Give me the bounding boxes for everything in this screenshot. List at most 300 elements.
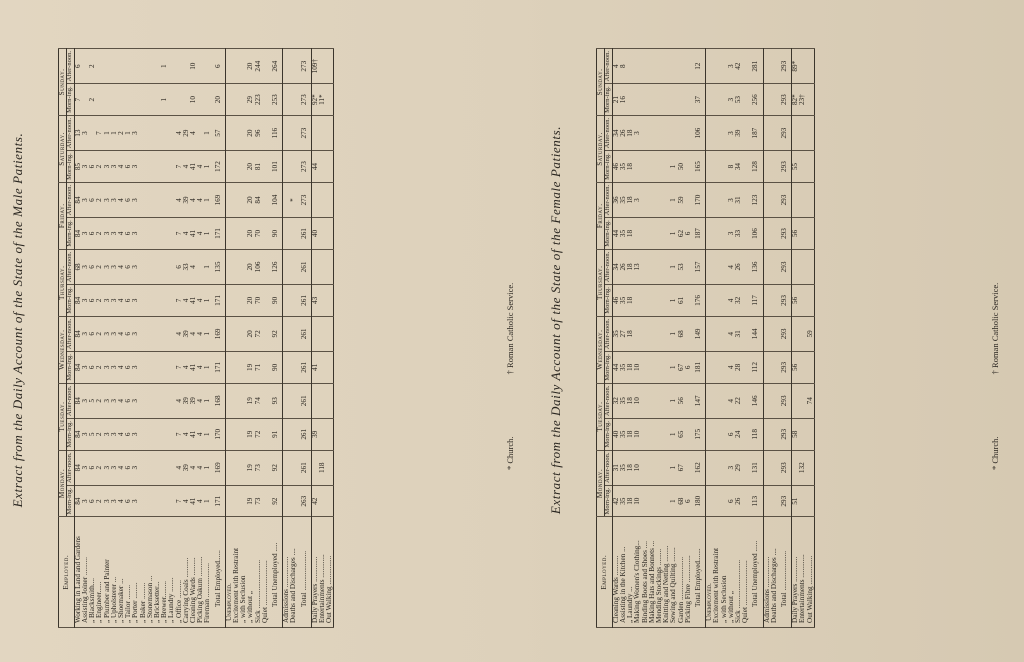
- cell-value: 29: [247, 84, 254, 116]
- cell-value: [670, 115, 677, 150]
- total-value: 293: [778, 285, 792, 317]
- cell-value: 67: [678, 450, 685, 485]
- cell-value: 3: [111, 182, 118, 217]
- morning-header: Morn-ing.: [67, 485, 75, 517]
- cell-value: 19: [247, 450, 254, 485]
- table-row: [82, 49, 89, 628]
- total-value: 101: [269, 151, 283, 183]
- cell-value: [140, 182, 147, 217]
- cell-value: [685, 115, 692, 150]
- cell-value: [319, 218, 326, 250]
- total-label: Total Unemployed .....: [269, 517, 283, 628]
- cell-value: [125, 49, 132, 84]
- cell-value: [262, 450, 269, 485]
- table-row: [190, 49, 197, 628]
- cell-value: [319, 485, 326, 517]
- cell-value: [283, 49, 291, 84]
- cell-value: 42: [311, 485, 319, 517]
- cell-value: [176, 49, 183, 84]
- row-label: Picking Oakum ...........: [197, 517, 204, 628]
- cell-value: 7: [176, 418, 183, 450]
- row-label: „ Laundry ...: [627, 517, 634, 628]
- cell-value: [685, 182, 692, 217]
- cell-value: 39: [190, 383, 197, 418]
- cell-value: [771, 182, 778, 217]
- cell-value: [262, 485, 269, 517]
- cell-value: 1: [670, 285, 677, 317]
- cell-value: 35: [620, 285, 627, 317]
- cell-value: 61: [678, 285, 685, 317]
- cell-value: [140, 249, 147, 284]
- cell-value: 20: [247, 316, 254, 351]
- row-label: Admissions .................: [763, 517, 771, 628]
- cell-value: 3: [104, 285, 111, 317]
- table-row: [311, 49, 319, 628]
- total-value: 90: [269, 218, 283, 250]
- cell-value: 32: [735, 285, 742, 317]
- cell-value: [763, 151, 771, 183]
- cell-value: 3: [132, 316, 139, 351]
- cell-value: 3: [82, 249, 89, 284]
- cell-value: [742, 218, 749, 250]
- cell-value: [326, 383, 334, 418]
- cell-value: 4: [176, 182, 183, 217]
- cell-value: 4: [183, 352, 190, 384]
- row-label: Binding Boots and Shoes ....: [642, 517, 649, 628]
- cell-value: 2: [96, 352, 103, 384]
- cell-value: 1: [670, 182, 677, 217]
- total-value: 293: [778, 84, 792, 116]
- total-value: 273: [298, 49, 312, 84]
- row-label: Knitting and Netting .........: [663, 517, 670, 628]
- cell-value: 84: [255, 182, 262, 217]
- cell-value: 1: [204, 115, 211, 150]
- cell-value: 3: [132, 352, 139, 384]
- cell-value: [161, 218, 168, 250]
- cell-value: 6: [125, 383, 132, 418]
- day-header: Tuesday.: [59, 383, 67, 450]
- cell-value: 18: [627, 182, 634, 217]
- cell-value: [140, 151, 147, 183]
- cell-value: 1: [204, 249, 211, 284]
- cell-value: 84: [74, 218, 82, 250]
- row-label: Cleaning Wards ...........: [612, 517, 620, 628]
- cell-value: 11*: [319, 84, 326, 116]
- cell-value: [670, 49, 677, 84]
- cell-value: 84: [74, 418, 82, 450]
- total-value: 93: [269, 383, 283, 418]
- cell-value: 41: [190, 285, 197, 317]
- cell-value: [283, 316, 291, 351]
- cell-value: 4: [176, 383, 183, 418]
- cell-value: 41: [190, 418, 197, 450]
- cell-value: [262, 218, 269, 250]
- row-label: Daily Prayers ..............: [311, 517, 319, 628]
- cell-value: [233, 115, 240, 150]
- cell-value: [147, 49, 154, 84]
- cell-value: [132, 84, 139, 116]
- cell-value: [742, 352, 749, 384]
- cell-value: 58: [792, 418, 800, 450]
- cell-value: 3: [132, 485, 139, 517]
- total-value: 172: [212, 151, 226, 183]
- cell-value: 1: [104, 115, 111, 150]
- cell-value: [140, 450, 147, 485]
- cell-value: 1: [204, 285, 211, 317]
- cell-value: [807, 285, 815, 317]
- cell-value: 6: [728, 418, 735, 450]
- cell-value: [763, 285, 771, 317]
- morning-header: Morn-ing.: [67, 352, 75, 384]
- cell-value: [763, 249, 771, 284]
- cell-value: 3: [132, 115, 139, 150]
- cell-value: [627, 84, 634, 116]
- row-label: Daily Prayers ..............: [792, 517, 800, 628]
- cell-value: [233, 84, 240, 116]
- cell-value: [649, 352, 656, 384]
- afternoon-header: After-noon.: [605, 249, 613, 284]
- cell-value: 4: [118, 450, 125, 485]
- cell-value: 41: [311, 352, 319, 384]
- cell-value: [161, 316, 168, 351]
- cell-value: [140, 383, 147, 418]
- cell-value: [233, 182, 240, 217]
- cell-value: [771, 49, 778, 84]
- total-value: 170: [692, 182, 706, 217]
- total-value: 131: [749, 450, 763, 485]
- cell-value: [161, 383, 168, 418]
- cell-value: 3: [104, 352, 111, 384]
- cell-value: [634, 49, 641, 84]
- cell-value: [642, 84, 649, 116]
- table-row: [656, 49, 663, 628]
- cell-value: [763, 418, 771, 450]
- cell-value: 20: [247, 49, 254, 84]
- table-row: [763, 49, 771, 628]
- day-header: Friday.: [597, 182, 605, 249]
- total-value: 293: [778, 383, 792, 418]
- cell-value: [656, 316, 663, 351]
- table-row: [111, 49, 118, 628]
- cell-value: [656, 115, 663, 150]
- row-label: Quiet .........................: [262, 517, 269, 628]
- cell-value: [742, 249, 749, 284]
- cell-value: [807, 218, 815, 250]
- table-row: [771, 49, 778, 628]
- cell-value: [763, 485, 771, 517]
- table-row: [685, 49, 692, 628]
- cell-value: [161, 485, 168, 517]
- afternoon-header: After-noon.: [67, 383, 75, 418]
- cell-value: 65: [678, 418, 685, 450]
- cell-value: [311, 115, 319, 150]
- cell-value: 26: [735, 485, 742, 517]
- total-value: 261: [298, 418, 312, 450]
- male-footnote-rc: † Roman Catholic Service.: [505, 282, 515, 375]
- cell-value: 92*: [311, 84, 319, 116]
- total-value: 293: [778, 249, 792, 284]
- cell-value: [678, 115, 685, 150]
- cell-value: [713, 84, 720, 116]
- male-table: [58, 48, 334, 628]
- cell-value: 3: [104, 383, 111, 418]
- morning-header: Morn-ing.: [605, 218, 613, 250]
- table-row: [678, 49, 685, 628]
- afternoon-header: After-noon.: [605, 450, 613, 485]
- total-value: 261: [298, 218, 312, 250]
- cell-value: 7: [74, 84, 82, 116]
- cell-value: 3: [111, 249, 118, 284]
- cell-value: 33: [735, 218, 742, 250]
- cell-value: [642, 182, 649, 217]
- cell-value: 3: [104, 450, 111, 485]
- cell-value: 19: [247, 352, 254, 384]
- cell-value: 4: [190, 316, 197, 351]
- cell-value: [326, 316, 334, 351]
- row-label: Entertainments .............: [319, 517, 326, 628]
- total-value: 146: [749, 383, 763, 418]
- total-row: [749, 49, 763, 628]
- cell-value: 33: [183, 249, 190, 284]
- day-header: Thursday.: [597, 249, 605, 316]
- cell-value: [233, 383, 240, 418]
- cell-value: 3: [82, 352, 89, 384]
- cell-value: [656, 84, 663, 116]
- cell-value: [319, 249, 326, 284]
- cell-value: 6: [125, 218, 132, 250]
- cell-value: 44: [311, 151, 319, 183]
- cell-value: 35: [612, 316, 620, 351]
- day-header: Thursday.: [59, 249, 67, 316]
- row-label: Sewing and Quilting ........: [670, 517, 677, 628]
- cell-value: [656, 383, 663, 418]
- cell-value: [649, 285, 656, 317]
- cell-value: [168, 49, 175, 84]
- cell-value: [656, 352, 663, 384]
- total-value: 106: [692, 115, 706, 150]
- cell-value: 4: [728, 383, 735, 418]
- cell-value: 42: [735, 49, 742, 84]
- cell-value: [771, 352, 778, 384]
- cell-value: [649, 182, 656, 217]
- cell-value: [642, 49, 649, 84]
- total-value: 261: [298, 285, 312, 317]
- total-value: 116: [269, 115, 283, 150]
- cell-value: [742, 49, 749, 84]
- cell-value: 18: [627, 249, 634, 284]
- cell-value: 32: [612, 383, 620, 418]
- cell-value: [713, 285, 720, 317]
- table-row: [140, 49, 147, 628]
- cell-value: [678, 49, 685, 84]
- cell-value: 13: [634, 249, 641, 284]
- cell-value: 6: [685, 485, 692, 517]
- cell-value: [319, 418, 326, 450]
- cell-value: 44: [612, 218, 620, 250]
- row-label: Admissions .................: [283, 517, 291, 628]
- cell-value: 44: [612, 352, 620, 384]
- total-value: 263: [298, 485, 312, 517]
- table-row: [96, 49, 103, 628]
- total-value: 149: [692, 316, 706, 351]
- row-label: Assisting Joiner ..........: [82, 517, 89, 628]
- cell-value: 4: [728, 316, 735, 351]
- cell-value: [656, 218, 663, 250]
- table-row: [255, 49, 262, 628]
- cell-value: 3: [111, 352, 118, 384]
- cell-value: 4: [118, 218, 125, 250]
- cell-value: [771, 316, 778, 351]
- cell-value: [311, 383, 319, 418]
- cell-value: [154, 316, 161, 351]
- row-label: „ Stonemason ...: [147, 517, 154, 628]
- cell-value: 35: [620, 450, 627, 485]
- cell-value: [161, 115, 168, 150]
- total-value: 90: [269, 352, 283, 384]
- cell-value: 6: [74, 49, 82, 84]
- cell-value: 21: [612, 84, 620, 116]
- afternoon-header: After-noon.: [67, 249, 75, 284]
- cell-value: 1: [670, 316, 677, 351]
- cell-value: [642, 218, 649, 250]
- cell-value: 18: [627, 383, 634, 418]
- cell-value: 2: [96, 182, 103, 217]
- cell-value: [262, 418, 269, 450]
- cell-value: [799, 249, 806, 284]
- cell-value: 39: [735, 115, 742, 150]
- cell-value: 6: [89, 485, 96, 517]
- cell-value: [792, 115, 800, 150]
- cell-value: 89*: [792, 49, 800, 84]
- total-value: 57: [212, 115, 226, 150]
- cell-value: [262, 182, 269, 217]
- cell-value: 16: [620, 84, 627, 116]
- row-label: Sick ...........................: [735, 517, 742, 628]
- cell-value: 3: [104, 316, 111, 351]
- cell-value: [807, 418, 815, 450]
- cell-value: [262, 285, 269, 317]
- cell-value: [290, 249, 297, 284]
- cell-value: [649, 218, 656, 250]
- cell-value: [140, 485, 147, 517]
- cell-value: [154, 418, 161, 450]
- cell-value: [326, 84, 334, 116]
- cell-value: 3: [104, 249, 111, 284]
- male-caption: Extract from the Daily Account of the State of the Male Patients.: [10, 132, 25, 508]
- cell-value: [290, 383, 297, 418]
- cell-value: 43: [311, 285, 319, 317]
- cell-value: [204, 84, 211, 116]
- cell-value: 41: [190, 151, 197, 183]
- cell-value: [233, 151, 240, 183]
- cell-value: 3: [132, 418, 139, 450]
- cell-value: [713, 352, 720, 384]
- cell-value: [147, 182, 154, 217]
- cell-value: [763, 383, 771, 418]
- total-value: 91: [269, 418, 283, 450]
- cell-value: [713, 115, 720, 150]
- cell-value: 2: [118, 115, 125, 150]
- cell-value: 35: [620, 151, 627, 183]
- cell-value: 96: [255, 115, 262, 150]
- cell-value: 4: [118, 182, 125, 217]
- cell-value: 3: [82, 383, 89, 418]
- cell-value: 3: [728, 450, 735, 485]
- cell-value: 2: [96, 383, 103, 418]
- cell-value: [656, 485, 663, 517]
- cell-value: 4: [183, 418, 190, 450]
- cell-value: [290, 151, 297, 183]
- total-value: 261: [298, 352, 312, 384]
- cell-value: 19: [247, 383, 254, 418]
- cell-value: [283, 352, 291, 384]
- cell-value: 35: [620, 182, 627, 217]
- cell-value: [799, 218, 806, 250]
- cell-value: [742, 285, 749, 317]
- cell-value: 84: [74, 383, 82, 418]
- cell-value: [290, 115, 297, 150]
- cell-value: 4: [190, 115, 197, 150]
- cell-value: [326, 352, 334, 384]
- cell-value: 41: [190, 352, 197, 384]
- cell-value: [713, 316, 720, 351]
- total-value: 273: [298, 151, 312, 183]
- cell-value: 3: [132, 285, 139, 317]
- cell-value: 3: [111, 418, 118, 450]
- table-row: [89, 49, 96, 628]
- cell-value: [140, 418, 147, 450]
- cell-value: [649, 418, 656, 450]
- cell-value: 3: [104, 418, 111, 450]
- cell-value: [140, 84, 147, 116]
- cell-value: [319, 115, 326, 150]
- cell-value: [642, 383, 649, 418]
- row-label: „ Porter .........: [132, 517, 139, 628]
- table-row: [721, 49, 728, 628]
- day-header: Saturday.: [59, 115, 67, 182]
- cell-value: 4: [176, 450, 183, 485]
- table-row: [125, 49, 132, 628]
- cell-value: [283, 249, 291, 284]
- cell-value: 71: [255, 352, 262, 384]
- cell-value: [713, 450, 720, 485]
- cell-value: 6: [125, 316, 132, 351]
- cell-value: 4: [197, 316, 204, 351]
- cell-value: 3: [82, 115, 89, 150]
- cell-value: 6: [89, 352, 96, 384]
- cell-value: 40: [311, 218, 319, 250]
- cell-value: 4: [190, 249, 197, 284]
- total-value: 261: [298, 383, 312, 418]
- cell-value: 5: [89, 418, 96, 450]
- cell-value: [685, 285, 692, 317]
- cell-value: 84: [74, 450, 82, 485]
- cell-value: [685, 418, 692, 450]
- cell-value: 1: [670, 485, 677, 517]
- cell-value: 1: [204, 151, 211, 183]
- cell-value: 28: [735, 352, 742, 384]
- row-label: Carrying Coals ...........: [183, 517, 190, 628]
- cell-value: 4: [190, 450, 197, 485]
- cell-value: [678, 84, 685, 116]
- cell-value: [233, 450, 240, 485]
- row-label: „ without „: [728, 517, 735, 628]
- cell-value: [311, 316, 319, 351]
- day-header: Monday.: [597, 450, 605, 517]
- cell-value: 41: [190, 485, 197, 517]
- cell-value: [154, 115, 161, 150]
- table-row: [742, 49, 749, 628]
